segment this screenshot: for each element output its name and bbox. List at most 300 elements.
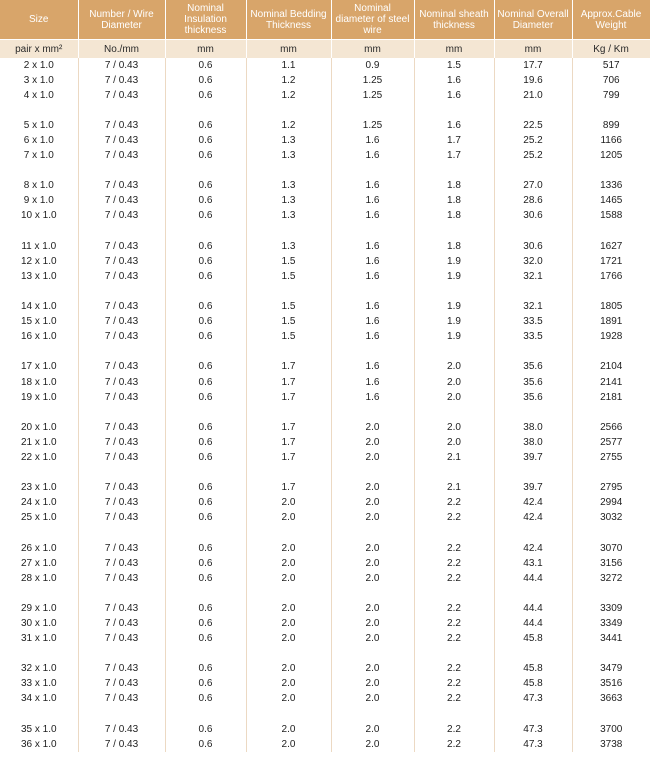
spacer-cell xyxy=(246,103,331,118)
spacer-cell xyxy=(0,466,78,481)
spacer-cell xyxy=(0,284,78,299)
cell-wire-diameter: 7 / 0.43 xyxy=(78,330,165,345)
cell-overall-diameter: 25.2 xyxy=(494,133,572,148)
cell-overall-diameter: 47.3 xyxy=(494,737,572,752)
spacer-cell xyxy=(572,164,650,179)
unit-size: pair x mm² xyxy=(0,40,78,59)
spacer-cell xyxy=(165,224,246,239)
table-row xyxy=(0,662,650,677)
cell-steel-wire: 1.6 xyxy=(331,209,414,224)
cell-bedding: 1.5 xyxy=(246,300,331,315)
spacer-cell xyxy=(414,103,494,118)
cell-wire-diameter: 7 / 0.43 xyxy=(78,450,165,465)
cell-weight: 706 xyxy=(602,74,620,86)
cell-steel-wire: 1.6 xyxy=(331,360,414,375)
cell-sheath: 1.8 xyxy=(414,194,494,209)
cell-weight: 3309 xyxy=(600,602,623,614)
cell-size: 3 x 1.0 xyxy=(0,73,78,88)
spacer-cell xyxy=(572,707,650,722)
cell-wire-diameter: 7 / 0.43 xyxy=(78,511,165,526)
spacer-cell xyxy=(165,526,246,541)
spacer-cell xyxy=(78,466,165,481)
table-row xyxy=(0,496,650,511)
cell-size: 32 x 1.0 xyxy=(0,662,78,677)
cell-insulation: 0.6 xyxy=(165,149,246,164)
cell-bedding: 1.1 xyxy=(246,58,331,73)
cell-bedding: 2.0 xyxy=(246,662,331,677)
spacer-cell xyxy=(165,466,246,481)
spacer-cell xyxy=(331,707,414,722)
cell-bedding: 2.0 xyxy=(246,722,331,737)
cell-insulation: 0.6 xyxy=(165,269,246,284)
cell-steel-wire: 1.6 xyxy=(331,300,414,315)
table-row xyxy=(0,435,650,450)
cell-steel-wire: 1.6 xyxy=(331,390,414,405)
cell-wire-diameter: 7 / 0.43 xyxy=(78,556,165,571)
spacer-cell xyxy=(78,164,165,179)
cell-wire-diameter: 7 / 0.43 xyxy=(78,133,165,148)
cell-size: 6 x 1.0 xyxy=(0,133,78,148)
table-row xyxy=(0,194,650,209)
table-row xyxy=(0,315,650,330)
spacer-cell xyxy=(572,466,650,481)
spacer-cell xyxy=(0,224,78,239)
cell-sheath: 2.2 xyxy=(414,722,494,737)
cell-steel-wire: 2.0 xyxy=(331,677,414,692)
cell-bedding: 1.5 xyxy=(246,254,331,269)
cell-bedding: 1.5 xyxy=(246,269,331,284)
cell-overall-diameter: 44.4 xyxy=(494,601,572,616)
cell-size: 22 x 1.0 xyxy=(0,450,78,465)
cell-bedding: 1.2 xyxy=(246,88,331,103)
cell-insulation: 0.6 xyxy=(165,375,246,390)
cell-weight: 2994 xyxy=(600,497,623,509)
spacer-cell xyxy=(331,164,414,179)
cell-wire-diameter: 7 / 0.43 xyxy=(78,209,165,224)
cell-wire-diameter: 7 / 0.43 xyxy=(78,677,165,692)
cell-weight: 3156 xyxy=(600,557,623,569)
cell-overall-diameter: 45.8 xyxy=(494,677,572,692)
cell-steel-wire: 1.6 xyxy=(331,239,414,254)
cell-overall-diameter: 27.0 xyxy=(494,179,572,194)
col-header-size: Size xyxy=(0,0,78,40)
cell-insulation: 0.6 xyxy=(165,209,246,224)
cell-overall-diameter: 32.1 xyxy=(494,269,572,284)
cell-overall-diameter: 28.6 xyxy=(494,194,572,209)
cell-size: 18 x 1.0 xyxy=(0,375,78,390)
cell-bedding: 1.5 xyxy=(246,330,331,345)
cell-wire-diameter: 7 / 0.43 xyxy=(78,420,165,435)
table-row xyxy=(0,254,650,269)
cell-weight: 3738 xyxy=(600,738,623,750)
spacer-cell xyxy=(414,405,494,420)
cell-wire-diameter: 7 / 0.43 xyxy=(78,375,165,390)
table-row xyxy=(0,571,650,586)
group-spacer xyxy=(0,224,650,239)
cell-steel-wire: 0.9 xyxy=(331,58,414,73)
cell-steel-wire: 2.0 xyxy=(331,541,414,556)
col-header-wire-diameter: Number / Wire Diameter xyxy=(78,0,165,40)
cell-steel-wire: 2.0 xyxy=(331,420,414,435)
cell-bedding: 2.0 xyxy=(246,511,331,526)
cell-weight: 1766 xyxy=(600,270,623,282)
spacer-cell xyxy=(165,345,246,360)
group-spacer xyxy=(0,586,650,601)
spacer-cell xyxy=(246,586,331,601)
cell-weight: 1588 xyxy=(600,210,623,222)
cell-bedding: 1.2 xyxy=(246,118,331,133)
cell-steel-wire: 1.6 xyxy=(331,149,414,164)
cell-sheath: 1.8 xyxy=(414,239,494,254)
cell-bedding: 1.3 xyxy=(246,133,331,148)
cell-overall-diameter: 44.4 xyxy=(494,616,572,631)
spacer-cell xyxy=(414,707,494,722)
table-row xyxy=(0,209,650,224)
cell-insulation: 0.6 xyxy=(165,737,246,752)
cell-overall-diameter: 43.1 xyxy=(494,556,572,571)
cell-overall-diameter: 33.5 xyxy=(494,330,572,345)
cell-sheath: 2.2 xyxy=(414,616,494,631)
cell-insulation: 0.6 xyxy=(165,601,246,616)
cell-bedding: 1.7 xyxy=(246,481,331,496)
group-spacer xyxy=(0,164,650,179)
cell-weight: 2104 xyxy=(600,361,623,373)
spacer-cell xyxy=(572,647,650,662)
cell-weight: 3700 xyxy=(600,723,623,735)
cell-overall-diameter: 45.8 xyxy=(494,632,572,647)
table-row xyxy=(0,420,650,435)
cell-overall-diameter: 38.0 xyxy=(494,435,572,450)
cell-steel-wire: 1.25 xyxy=(331,88,414,103)
cell-size: 26 x 1.0 xyxy=(0,541,78,556)
table-header xyxy=(0,0,650,58)
spacer-cell xyxy=(414,466,494,481)
spacer-cell xyxy=(246,707,331,722)
cell-weight: 1805 xyxy=(600,301,623,313)
cell-wire-diameter: 7 / 0.43 xyxy=(78,496,165,511)
cell-overall-diameter: 19.6 xyxy=(494,73,572,88)
spacer-cell xyxy=(0,586,78,601)
cell-steel-wire: 2.0 xyxy=(331,496,414,511)
cell-size: 10 x 1.0 xyxy=(0,209,78,224)
cell-weight: 1205 xyxy=(600,150,623,162)
spacer-cell xyxy=(78,224,165,239)
cell-steel-wire: 1.6 xyxy=(331,133,414,148)
cell-insulation: 0.6 xyxy=(165,390,246,405)
cell-size: 14 x 1.0 xyxy=(0,300,78,315)
cell-sheath: 2.2 xyxy=(414,692,494,707)
unit-overall-diameter: mm xyxy=(494,40,572,59)
cell-size: 28 x 1.0 xyxy=(0,571,78,586)
cell-bedding: 2.0 xyxy=(246,496,331,511)
cell-sheath: 2.2 xyxy=(414,677,494,692)
spacer-cell xyxy=(331,284,414,299)
cell-insulation: 0.6 xyxy=(165,360,246,375)
cell-weight: 2566 xyxy=(600,421,623,433)
unit-wire-diameter: No./mm xyxy=(78,40,165,59)
cell-bedding: 2.0 xyxy=(246,737,331,752)
spacer-cell xyxy=(331,526,414,541)
cell-sheath: 2.1 xyxy=(414,481,494,496)
cell-insulation: 0.6 xyxy=(165,330,246,345)
spacer-cell xyxy=(246,164,331,179)
cell-size: 4 x 1.0 xyxy=(0,88,78,103)
cell-size: 34 x 1.0 xyxy=(0,692,78,707)
cell-insulation: 0.6 xyxy=(165,541,246,556)
cell-overall-diameter: 47.3 xyxy=(494,722,572,737)
cell-size: 12 x 1.0 xyxy=(0,254,78,269)
cell-steel-wire: 2.0 xyxy=(331,722,414,737)
cell-insulation: 0.6 xyxy=(165,254,246,269)
table-row xyxy=(0,269,650,284)
cell-insulation: 0.6 xyxy=(165,88,246,103)
cell-steel-wire: 2.0 xyxy=(331,511,414,526)
spacer-cell xyxy=(331,103,414,118)
table-row xyxy=(0,375,650,390)
cell-sheath: 2.2 xyxy=(414,632,494,647)
table-row xyxy=(0,601,650,616)
cell-wire-diameter: 7 / 0.43 xyxy=(78,692,165,707)
cell-steel-wire: 2.0 xyxy=(331,616,414,631)
cell-steel-wire: 2.0 xyxy=(331,556,414,571)
cell-steel-wire: 1.6 xyxy=(331,194,414,209)
col-header-overall-diameter: Nominal Overall Diameter xyxy=(494,0,572,40)
cell-bedding: 1.7 xyxy=(246,360,331,375)
cell-sheath: 2.2 xyxy=(414,541,494,556)
table-row xyxy=(0,632,650,647)
cell-size: 11 x 1.0 xyxy=(0,239,78,254)
cell-bedding: 2.0 xyxy=(246,556,331,571)
cell-wire-diameter: 7 / 0.43 xyxy=(78,179,165,194)
cell-bedding: 2.0 xyxy=(246,541,331,556)
cell-size: 31 x 1.0 xyxy=(0,632,78,647)
table-row xyxy=(0,300,650,315)
cell-sheath: 1.6 xyxy=(414,118,494,133)
cell-overall-diameter: 35.6 xyxy=(494,390,572,405)
col-header-steel-wire: Nominal diameter of steel wire xyxy=(331,0,414,40)
cell-insulation: 0.6 xyxy=(165,315,246,330)
cell-steel-wire: 2.0 xyxy=(331,632,414,647)
cell-overall-diameter: 33.5 xyxy=(494,315,572,330)
cell-bedding: 2.0 xyxy=(246,571,331,586)
cell-overall-diameter: 35.6 xyxy=(494,360,572,375)
cell-steel-wire: 2.0 xyxy=(331,601,414,616)
cell-size: 15 x 1.0 xyxy=(0,315,78,330)
cell-sheath: 1.9 xyxy=(414,330,494,345)
cell-wire-diameter: 7 / 0.43 xyxy=(78,254,165,269)
cell-wire-diameter: 7 / 0.43 xyxy=(78,390,165,405)
cell-steel-wire: 1.6 xyxy=(331,330,414,345)
cell-sheath: 1.9 xyxy=(414,300,494,315)
spacer-cell xyxy=(572,345,650,360)
table-row xyxy=(0,677,650,692)
cell-insulation: 0.6 xyxy=(165,632,246,647)
cell-insulation: 0.6 xyxy=(165,496,246,511)
cell-weight: 2577 xyxy=(600,436,623,448)
cell-sheath: 2.2 xyxy=(414,511,494,526)
units-row xyxy=(0,40,650,59)
cell-weight: 3441 xyxy=(600,633,623,645)
cell-bedding: 1.5 xyxy=(246,315,331,330)
cell-insulation: 0.6 xyxy=(165,58,246,73)
spacer-cell xyxy=(331,405,414,420)
spacer-cell xyxy=(331,647,414,662)
cell-wire-diameter: 7 / 0.43 xyxy=(78,662,165,677)
spacer-cell xyxy=(165,647,246,662)
cell-insulation: 0.6 xyxy=(165,662,246,677)
spacer-cell xyxy=(494,405,572,420)
cell-wire-diameter: 7 / 0.43 xyxy=(78,73,165,88)
cell-insulation: 0.6 xyxy=(165,118,246,133)
spacer-cell xyxy=(494,526,572,541)
unit-insulation: mm xyxy=(165,40,246,59)
spacer-cell xyxy=(165,103,246,118)
table-row xyxy=(0,722,650,737)
cell-insulation: 0.6 xyxy=(165,556,246,571)
spacer-cell xyxy=(494,586,572,601)
cell-weight: 2755 xyxy=(600,451,623,463)
cell-overall-diameter: 39.7 xyxy=(494,450,572,465)
spacer-cell xyxy=(78,707,165,722)
cell-wire-diameter: 7 / 0.43 xyxy=(78,601,165,616)
cell-bedding: 2.0 xyxy=(246,677,331,692)
cell-wire-diameter: 7 / 0.43 xyxy=(78,435,165,450)
cell-overall-diameter: 17.7 xyxy=(494,58,572,73)
spacer-cell xyxy=(572,224,650,239)
table-row xyxy=(0,511,650,526)
table-row xyxy=(0,179,650,194)
cell-steel-wire: 1.6 xyxy=(331,269,414,284)
table-row xyxy=(0,556,650,571)
spacer-cell xyxy=(572,526,650,541)
cell-overall-diameter: 38.0 xyxy=(494,420,572,435)
cell-insulation: 0.6 xyxy=(165,179,246,194)
cell-bedding: 1.3 xyxy=(246,194,331,209)
cell-insulation: 0.6 xyxy=(165,73,246,88)
spacer-cell xyxy=(494,284,572,299)
cell-wire-diameter: 7 / 0.43 xyxy=(78,571,165,586)
cell-sheath: 1.5 xyxy=(414,58,494,73)
cell-size: 21 x 1.0 xyxy=(0,435,78,450)
cell-weight: 3032 xyxy=(600,512,623,524)
cell-weight: 2141 xyxy=(600,376,623,388)
cell-overall-diameter: 44.4 xyxy=(494,571,572,586)
cell-steel-wire: 2.0 xyxy=(331,450,414,465)
spacer-cell xyxy=(78,526,165,541)
spacer-cell xyxy=(78,284,165,299)
table-row xyxy=(0,330,650,345)
spacer-cell xyxy=(414,345,494,360)
header-row xyxy=(0,0,650,40)
cell-weight: 517 xyxy=(602,59,620,71)
table-row xyxy=(0,737,650,752)
cell-steel-wire: 2.0 xyxy=(331,662,414,677)
cell-size: 8 x 1.0 xyxy=(0,179,78,194)
spacer-cell xyxy=(246,224,331,239)
cell-wire-diameter: 7 / 0.43 xyxy=(78,722,165,737)
col-header-bedding: Nominal Bedding Thickness xyxy=(246,0,331,40)
spacer-cell xyxy=(331,345,414,360)
group-spacer xyxy=(0,647,650,662)
cell-wire-diameter: 7 / 0.43 xyxy=(78,632,165,647)
cell-insulation: 0.6 xyxy=(165,435,246,450)
cell-bedding: 1.3 xyxy=(246,179,331,194)
cell-bedding: 1.7 xyxy=(246,420,331,435)
cell-size: 33 x 1.0 xyxy=(0,677,78,692)
table-row xyxy=(0,118,650,133)
cell-weight: 3663 xyxy=(600,693,623,705)
cell-sheath: 1.8 xyxy=(414,209,494,224)
unit-bedding: mm xyxy=(246,40,331,59)
cell-size: 20 x 1.0 xyxy=(0,420,78,435)
cell-steel-wire: 1.6 xyxy=(331,315,414,330)
spacer-cell xyxy=(0,345,78,360)
spacer-cell xyxy=(572,586,650,601)
cell-overall-diameter: 22.5 xyxy=(494,118,572,133)
spacer-cell xyxy=(0,103,78,118)
cell-weight: 2795 xyxy=(600,482,623,494)
cell-size: 16 x 1.0 xyxy=(0,330,78,345)
cell-weight: 1721 xyxy=(600,255,623,267)
cell-sheath: 1.6 xyxy=(414,73,494,88)
spacer-cell xyxy=(572,284,650,299)
spacer-cell xyxy=(165,164,246,179)
table-row xyxy=(0,360,650,375)
spacer-cell xyxy=(246,647,331,662)
cell-wire-diameter: 7 / 0.43 xyxy=(78,360,165,375)
spacer-cell xyxy=(572,103,650,118)
spacer-cell xyxy=(246,345,331,360)
cell-sheath: 1.8 xyxy=(414,179,494,194)
spacer-cell xyxy=(0,405,78,420)
cell-size: 17 x 1.0 xyxy=(0,360,78,375)
spacer-cell xyxy=(165,586,246,601)
cell-wire-diameter: 7 / 0.43 xyxy=(78,88,165,103)
cell-wire-diameter: 7 / 0.43 xyxy=(78,481,165,496)
spacer-cell xyxy=(246,405,331,420)
table-row xyxy=(0,73,650,88)
group-spacer xyxy=(0,707,650,722)
spacer-cell xyxy=(494,164,572,179)
cell-wire-diameter: 7 / 0.43 xyxy=(78,239,165,254)
cell-sheath: 2.2 xyxy=(414,496,494,511)
cell-insulation: 0.6 xyxy=(165,692,246,707)
cell-wire-diameter: 7 / 0.43 xyxy=(78,149,165,164)
spacer-cell xyxy=(165,707,246,722)
cell-insulation: 0.6 xyxy=(165,722,246,737)
table-body xyxy=(0,58,650,752)
spacer-cell xyxy=(246,466,331,481)
cell-overall-diameter: 35.6 xyxy=(494,375,572,390)
spacer-cell xyxy=(78,647,165,662)
cell-bedding: 2.0 xyxy=(246,692,331,707)
cell-weight: 799 xyxy=(602,89,620,101)
cell-weight: 1928 xyxy=(600,331,623,343)
cell-weight: 2181 xyxy=(600,391,623,403)
cell-steel-wire: 2.0 xyxy=(331,435,414,450)
cell-size: 36 x 1.0 xyxy=(0,737,78,752)
cell-sheath: 2.0 xyxy=(414,420,494,435)
cell-bedding: 1.3 xyxy=(246,149,331,164)
cell-weight: 3272 xyxy=(600,572,623,584)
spacer-cell xyxy=(494,647,572,662)
cell-steel-wire: 1.6 xyxy=(331,179,414,194)
cell-insulation: 0.6 xyxy=(165,194,246,209)
cell-bedding: 1.7 xyxy=(246,390,331,405)
spacer-cell xyxy=(0,164,78,179)
unit-steel-wire: mm xyxy=(331,40,414,59)
cell-insulation: 0.6 xyxy=(165,133,246,148)
